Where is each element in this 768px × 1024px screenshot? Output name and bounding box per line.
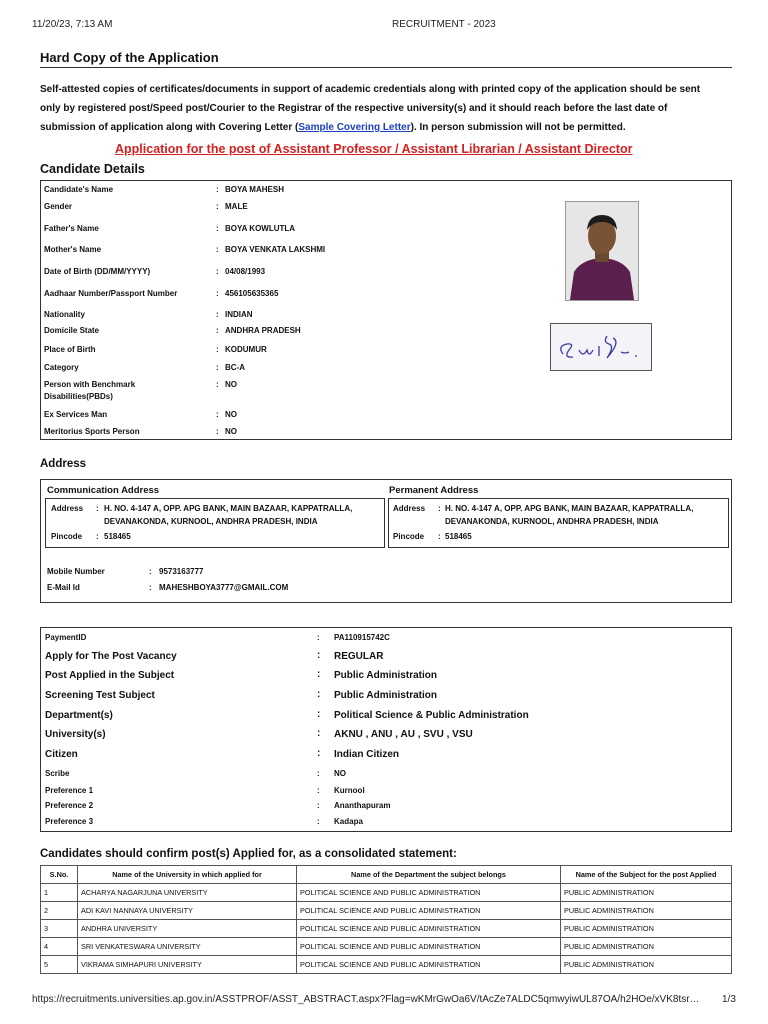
hardcopy-instructions (40, 80, 760, 137)
app-value-preference-3: Kadapa (334, 817, 363, 826)
app-label-payment-id: PaymentID (45, 633, 87, 642)
hardcopy-line-1: Self-attested copies of certificates/documents in support of academic credentials along with printed copy of the application should be sent (40, 84, 701, 95)
perm-address-label: Address (393, 504, 426, 513)
col-university: Name of the University in which applied for (78, 866, 297, 884)
perm-pincode-sep: : (438, 532, 441, 541)
col-subject: Name of the Subject for the post Applied (561, 866, 732, 884)
cell-department: POLITICAL SCIENCE AND PUBLIC ADMINISTRATION (297, 884, 561, 902)
candidate-heading: Candidate Details (40, 162, 145, 176)
sample-covering-letter-link[interactable]: Sample Covering Letter (298, 122, 411, 133)
comm-address-sep: : (96, 504, 99, 513)
hardcopy-line-2: only by registered post/Speed post/Courier to the Registrar of the respective university(s) and it should reach before the last date of (40, 103, 668, 114)
perm-address-line1: H. NO. 4-147 A, OPP. APG BANK, MAIN BAZAAR, KAPPATRALLA, (445, 504, 694, 513)
app-value-post-subject: Public Administration (334, 670, 437, 681)
app-value-departments: Political Science & Public Administration (334, 710, 529, 721)
app-value-preference-1: Kurnool (334, 786, 365, 795)
table-row (41, 884, 732, 902)
hardcopy-text-b: ). In person submission will not be permitted. (410, 122, 626, 133)
post-title: Application for the post of Assistant Professor / Assistant Librarian / Assistant Director (115, 142, 633, 156)
hardcopy-divider (40, 67, 732, 68)
cell-department: POLITICAL SCIENCE AND PUBLIC ADMINISTRATION (297, 902, 561, 920)
app-sep-2: : (317, 669, 321, 680)
app-label-post-vacancy: Apply for The Post Vacancy (45, 651, 177, 662)
app-label-departments: Department(s) (45, 710, 113, 721)
app-value-payment-id: PA110915742C (334, 633, 390, 642)
app-value-screening-subject: Public Administration (334, 690, 437, 701)
perm-pincode-value: 518465 (445, 532, 472, 541)
perm-address-sep: : (438, 504, 441, 513)
address-heading: Address (40, 458, 87, 470)
candidate-photo (565, 201, 639, 301)
app-label-screening-subject: Screening Test Subject (45, 690, 155, 701)
app-sep-10: : (317, 817, 320, 826)
app-value-preference-2: Ananthapuram (334, 801, 391, 810)
comm-pincode-sep: : (96, 532, 99, 541)
app-sep-6: : (317, 748, 321, 759)
signature-scribble (551, 324, 649, 368)
candidate-details-box: Candidate's Name : BOYA MAHESH Gender : MALE Father's Name : BOYA KOWLUTLA Mother's Name : BOYA VENKATA LAKSHMI Date of Birth (DD/MM/YYYY) : 04/08/1993 Aadhaar Number/Passport Number : 456105635365 Nationality : INDIAN Domicile State : ANDHRA PRADESH Place of Birth : KODUMUR Category : BC-A Person with Benchmark Disabilities(PBDs) : NO Ex Services Man : NO Meritorius Sports Person : NO (40, 180, 732, 440)
cell-sno: 4 (41, 938, 78, 956)
comm-pincode-value: 518465 (104, 532, 131, 541)
table-row (41, 956, 732, 974)
table-row (41, 920, 732, 938)
address-box (40, 479, 732, 603)
cell-subject: PUBLIC ADMINISTRATION (561, 938, 732, 956)
comm-pincode-label: Pincode (51, 532, 83, 541)
app-label-preference-3: Preference 3 (45, 817, 94, 826)
print-url: https://recruitments.universities.ap.gov.in/ASSTPROF/ASST_ABSTRACT.aspx?Flag=wKMrGwOa6V/tAcZe7ALDC5qmwyiwUL87OA/h2HOe/xVK8tsr… (32, 994, 700, 1005)
cell-department: POLITICAL SCIENCE AND PUBLIC ADMINISTRATION (297, 956, 561, 974)
app-value-citizen: Indian Citizen (334, 749, 399, 760)
candidate-photo-image (566, 202, 638, 300)
cell-sno: 2 (41, 902, 78, 920)
app-sep-7: : (317, 769, 320, 778)
comm-address-label: Address (51, 504, 84, 513)
cell-university: VIKRAMA SIMHAPURI UNIVERSITY (78, 956, 297, 974)
app-sep-0: : (317, 633, 320, 642)
comm-address-line1: H. NO. 4-147 A, OPP. APG BANK, MAIN BAZAAR, KAPPATRALLA, (104, 504, 353, 513)
print-page-number: 1/3 (722, 994, 736, 1005)
mobile-label: Mobile Number (47, 567, 105, 576)
table-header-row (41, 866, 732, 884)
app-value-universities: AKNU , ANU , AU , SVU , VSU (334, 729, 473, 740)
hardcopy-line-3 (40, 118, 760, 137)
perm-pincode-label: Pincode (393, 532, 425, 541)
app-value-scribe: NO (334, 769, 346, 778)
application-details-box (40, 627, 732, 832)
app-sep-8: : (317, 786, 320, 795)
app-sep-1: : (317, 650, 321, 661)
app-label-preference-1: Preference 1 (45, 786, 94, 795)
cell-department: POLITICAL SCIENCE AND PUBLIC ADMINISTRATION (297, 938, 561, 956)
col-department: Name of the Department the subject belongs (297, 866, 561, 884)
permanent-address-block (388, 498, 729, 548)
cell-sno: 3 (41, 920, 78, 938)
candidate-signature (550, 323, 652, 371)
consolidated-heading: Candidates should confirm post(s) Applied for, as a consolidated statement: (40, 848, 457, 860)
app-label-preference-2: Preference 2 (45, 801, 94, 810)
cell-subject: PUBLIC ADMINISTRATION (561, 920, 732, 938)
app-label-scribe: Scribe (45, 769, 70, 778)
email-value: MAHESHBOYA3777@GMAIL.COM (159, 583, 289, 592)
app-sep-9: : (317, 801, 320, 810)
communication-address-heading: Communication Address (47, 485, 160, 496)
app-label-universities: University(s) (45, 729, 106, 740)
cell-university: ACHARYA NAGARJUNA UNIVERSITY (78, 884, 297, 902)
hardcopy-text-a: submission of application along with Covering Letter ( (40, 122, 299, 133)
cell-university: SRI VENKATESWARA UNIVERSITY (78, 938, 297, 956)
cell-sno: 5 (41, 956, 78, 974)
cell-university: ADI KAVI NANNAYA UNIVERSITY (78, 902, 297, 920)
email-sep: : (149, 583, 152, 592)
cell-subject: PUBLIC ADMINISTRATION (561, 902, 732, 920)
consolidated-table (40, 865, 732, 974)
app-sep-5: : (317, 728, 321, 739)
table-row (41, 902, 732, 920)
app-value-post-vacancy: REGULAR (334, 651, 384, 662)
comm-address-line2: DEVANAKONDA, KURNOOL, ANDHRA PRADESH, INDIA (104, 517, 318, 526)
cell-university: ANDHRA UNIVERSITY (78, 920, 297, 938)
permanent-address-heading: Permanent Address (389, 485, 479, 496)
app-sep-4: : (317, 709, 321, 720)
cell-subject: PUBLIC ADMINISTRATION (561, 956, 732, 974)
app-label-post-subject: Post Applied in the Subject (45, 670, 175, 681)
communication-address-block (45, 498, 385, 548)
hardcopy-heading: Hard Copy of the Application (40, 50, 219, 65)
app-sep-3: : (317, 689, 321, 700)
mobile-sep: : (149, 567, 152, 576)
email-label: E-Mail Id (47, 583, 80, 592)
app-label-citizen: Citizen (45, 749, 78, 760)
table-row (41, 938, 732, 956)
print-title: RECRUITMENT - 2023 (392, 19, 496, 30)
print-datetime: 11/20/23, 7:13 AM (32, 19, 113, 30)
col-sno: S.No. (41, 866, 78, 884)
cell-subject: PUBLIC ADMINISTRATION (561, 884, 732, 902)
cell-department: POLITICAL SCIENCE AND PUBLIC ADMINISTRATION (297, 920, 561, 938)
mobile-value: 9573163777 (159, 567, 204, 576)
perm-address-line2: DEVANAKONDA, KURNOOL, ANDHRA PRADESH, INDIA (445, 517, 659, 526)
cell-sno: 1 (41, 884, 78, 902)
